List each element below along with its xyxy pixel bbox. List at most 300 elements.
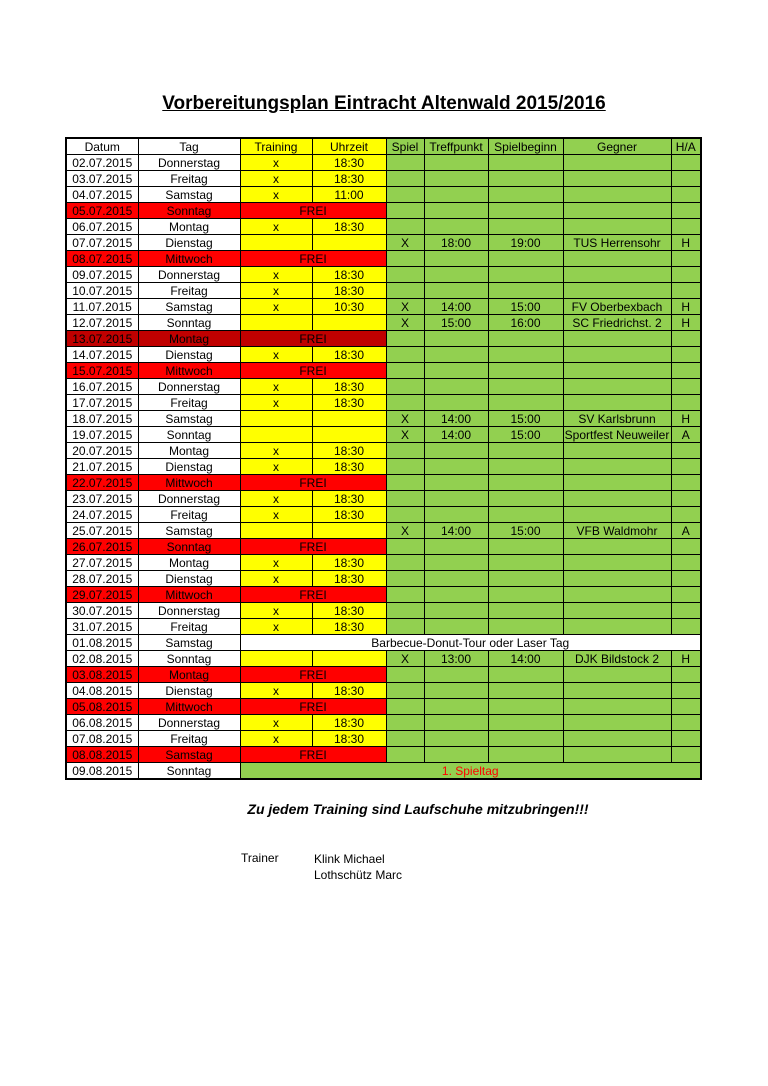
empty-cell [386, 539, 424, 555]
spielbeginn-cell [488, 683, 563, 699]
training-cell: x [240, 619, 312, 635]
date-cell: 16.07.2015 [66, 379, 138, 395]
spieltag-cell: 1. Spieltag [240, 763, 701, 780]
trainer-name: Lothschütz Marc [314, 868, 403, 882]
training-cell [240, 411, 312, 427]
empty-cell [386, 251, 424, 267]
table-row [66, 187, 701, 203]
time-cell: 10:30 [312, 299, 386, 315]
table-row [66, 699, 701, 715]
ha-cell [671, 187, 701, 203]
table-row [66, 443, 701, 459]
training-cell: x [240, 571, 312, 587]
page-title: Vorbereitungsplan Eintracht Altenwald 2015/2016 [162, 93, 606, 114]
time-cell: 18:30 [312, 171, 386, 187]
spielbeginn-cell [488, 347, 563, 363]
date-cell: 26.07.2015 [66, 539, 138, 555]
table-row [66, 283, 701, 299]
date-cell: 06.07.2015 [66, 219, 138, 235]
date-cell: 11.07.2015 [66, 299, 138, 315]
table-row [66, 619, 701, 635]
treffpunkt-cell [424, 395, 488, 411]
table-row [66, 683, 701, 699]
table-row [66, 155, 701, 171]
spielbeginn-cell [488, 267, 563, 283]
empty-cell [488, 699, 563, 715]
spiel-cell [386, 715, 424, 731]
training-cell [240, 235, 312, 251]
table-row [66, 491, 701, 507]
training-cell: x [240, 507, 312, 523]
empty-cell [671, 363, 701, 379]
training-cell: x [240, 219, 312, 235]
ha-cell [671, 219, 701, 235]
spielbeginn-cell [488, 379, 563, 395]
spielbeginn-cell [488, 395, 563, 411]
date-cell: 10.07.2015 [66, 283, 138, 299]
gegner-cell [563, 571, 671, 587]
spielbeginn-cell [488, 555, 563, 571]
gegner-cell [563, 619, 671, 635]
empty-cell [424, 475, 488, 491]
gegner-cell [563, 379, 671, 395]
spielbeginn-cell: 15:00 [488, 523, 563, 539]
spiel-cell [386, 491, 424, 507]
empty-cell [671, 251, 701, 267]
spielbeginn-cell [488, 171, 563, 187]
date-cell: 09.08.2015 [66, 763, 138, 780]
spiel-cell [386, 507, 424, 523]
gegner-cell: DJK Bildstock 2 [563, 651, 671, 667]
time-cell [312, 427, 386, 443]
gegner-cell [563, 443, 671, 459]
empty-cell [563, 203, 671, 219]
table-row [66, 203, 701, 219]
gegner-cell [563, 219, 671, 235]
empty-cell [424, 539, 488, 555]
treffpunkt-cell [424, 571, 488, 587]
training-cell: x [240, 299, 312, 315]
time-cell [312, 651, 386, 667]
gegner-cell [563, 187, 671, 203]
spiel-cell [386, 347, 424, 363]
table-row [66, 315, 701, 331]
spiel-cell: X [386, 427, 424, 443]
day-cell: Sonntag [138, 539, 240, 555]
table-row [66, 219, 701, 235]
table-row [66, 635, 701, 651]
empty-cell [671, 747, 701, 763]
gegner-cell [563, 507, 671, 523]
treffpunkt-cell [424, 715, 488, 731]
empty-cell [386, 331, 424, 347]
day-cell: Montag [138, 443, 240, 459]
treffpunkt-cell [424, 155, 488, 171]
spielbeginn-cell [488, 155, 563, 171]
training-cell: x [240, 459, 312, 475]
date-cell: 07.08.2015 [66, 731, 138, 747]
treffpunkt-cell [424, 219, 488, 235]
spiel-cell [386, 379, 424, 395]
header-ha: H/A [671, 138, 701, 155]
day-cell: Freitag [138, 619, 240, 635]
frei-cell: FREI [240, 747, 386, 763]
header-row [66, 138, 701, 155]
spielbeginn-cell: 19:00 [488, 235, 563, 251]
day-cell: Donnerstag [138, 715, 240, 731]
table-row [66, 347, 701, 363]
day-cell: Donnerstag [138, 267, 240, 283]
gegner-cell: SC Friedrichst. 2 [563, 315, 671, 331]
spielbeginn-cell [488, 715, 563, 731]
header-uhrzeit: Uhrzeit [312, 138, 386, 155]
date-cell: 04.08.2015 [66, 683, 138, 699]
empty-cell [424, 699, 488, 715]
spiel-cell [386, 619, 424, 635]
time-cell: 18:30 [312, 491, 386, 507]
training-note: Zu jedem Training sind Laufschuhe mitzubringen!!! [247, 801, 589, 817]
spielbeginn-cell [488, 619, 563, 635]
event-cell: Barbecue-Donut-Tour oder Laser Tag [240, 635, 701, 651]
treffpunkt-cell [424, 507, 488, 523]
day-cell: Mittwoch [138, 363, 240, 379]
spiel-cell: X [386, 235, 424, 251]
treffpunkt-cell: 13:00 [424, 651, 488, 667]
date-cell: 01.08.2015 [66, 635, 138, 651]
table-row [66, 475, 701, 491]
ha-cell [671, 171, 701, 187]
table-row [66, 747, 701, 763]
frei-cell: FREI [240, 699, 386, 715]
training-cell: x [240, 379, 312, 395]
treffpunkt-cell: 14:00 [424, 523, 488, 539]
empty-cell [563, 331, 671, 347]
spiel-cell: X [386, 523, 424, 539]
treffpunkt-cell [424, 603, 488, 619]
empty-cell [563, 475, 671, 491]
ha-cell [671, 459, 701, 475]
gegner-cell [563, 171, 671, 187]
gegner-cell [563, 603, 671, 619]
spielbeginn-cell [488, 219, 563, 235]
empty-cell [488, 539, 563, 555]
ha-cell [671, 267, 701, 283]
ha-cell: H [671, 299, 701, 315]
ha-cell: H [671, 651, 701, 667]
empty-cell [424, 587, 488, 603]
ha-cell [671, 443, 701, 459]
empty-cell [386, 699, 424, 715]
day-cell: Freitag [138, 507, 240, 523]
header-training: Training [240, 138, 312, 155]
gegner-cell [563, 555, 671, 571]
empty-cell [563, 699, 671, 715]
time-cell [312, 523, 386, 539]
time-cell: 11:00 [312, 187, 386, 203]
trainer-label: Trainer [241, 851, 279, 865]
treffpunkt-cell: 14:00 [424, 411, 488, 427]
empty-cell [671, 203, 701, 219]
gegner-cell: Sportfest Neuweiler [564, 427, 670, 442]
empty-cell [563, 539, 671, 555]
day-cell: Dienstag [138, 347, 240, 363]
day-cell: Mittwoch [138, 699, 240, 715]
schedule-body [66, 155, 701, 780]
ha-cell [671, 571, 701, 587]
spiel-cell: X [386, 651, 424, 667]
treffpunkt-cell [424, 267, 488, 283]
treffpunkt-cell [424, 683, 488, 699]
ha-cell: H [671, 411, 701, 427]
time-cell [312, 411, 386, 427]
frei-cell: FREI [240, 587, 386, 603]
table-row [66, 715, 701, 731]
date-cell: 14.07.2015 [66, 347, 138, 363]
spiel-cell [386, 571, 424, 587]
table-row [66, 395, 701, 411]
ha-cell [671, 603, 701, 619]
table-row [66, 459, 701, 475]
spielbeginn-cell [488, 443, 563, 459]
ha-cell: A [671, 523, 701, 539]
time-cell: 18:30 [312, 731, 386, 747]
treffpunkt-cell [424, 283, 488, 299]
spiel-cell [386, 731, 424, 747]
time-cell: 18:30 [312, 555, 386, 571]
day-cell: Freitag [138, 283, 240, 299]
day-cell: Freitag [138, 395, 240, 411]
treffpunkt-cell [424, 379, 488, 395]
time-cell [312, 235, 386, 251]
table-row [66, 555, 701, 571]
training-cell: x [240, 683, 312, 699]
table-row [66, 411, 701, 427]
day-cell: Dienstag [138, 459, 240, 475]
day-cell: Montag [138, 555, 240, 571]
spiel-cell [386, 283, 424, 299]
spiel-cell [386, 267, 424, 283]
training-cell: x [240, 171, 312, 187]
time-cell: 18:30 [312, 571, 386, 587]
date-cell: 21.07.2015 [66, 459, 138, 475]
ha-cell [671, 507, 701, 523]
treffpunkt-cell: 18:00 [424, 235, 488, 251]
date-cell: 24.07.2015 [66, 507, 138, 523]
table-row [66, 523, 701, 539]
spielbeginn-cell [488, 283, 563, 299]
ha-cell [671, 683, 701, 699]
ha-cell [671, 491, 701, 507]
treffpunkt-cell: 14:00 [424, 299, 488, 315]
spielbeginn-cell: 16:00 [488, 315, 563, 331]
spielbeginn-cell [488, 731, 563, 747]
frei-cell: FREI [240, 203, 386, 219]
day-cell: Dienstag [138, 683, 240, 699]
table-row [66, 171, 701, 187]
training-cell: x [240, 347, 312, 363]
spielbeginn-cell [488, 459, 563, 475]
day-cell: Donnerstag [138, 379, 240, 395]
time-cell: 18:30 [312, 379, 386, 395]
header-treffpunkt: Treffpunkt [424, 138, 488, 155]
empty-cell [424, 331, 488, 347]
time-cell: 18:30 [312, 395, 386, 411]
time-cell: 18:30 [312, 507, 386, 523]
schedule-table [65, 137, 702, 780]
treffpunkt-cell: 14:00 [424, 427, 488, 443]
spielbeginn-cell [488, 491, 563, 507]
day-cell: Samstag [138, 411, 240, 427]
empty-cell [671, 699, 701, 715]
gegner-cell: SV Karlsbrunn [563, 411, 671, 427]
ha-cell [671, 347, 701, 363]
empty-cell [386, 587, 424, 603]
empty-cell [488, 747, 563, 763]
empty-cell [671, 331, 701, 347]
empty-cell [563, 363, 671, 379]
training-cell [240, 315, 312, 331]
empty-cell [671, 667, 701, 683]
training-cell: x [240, 443, 312, 459]
day-cell: Donnerstag [138, 603, 240, 619]
date-cell: 08.07.2015 [66, 251, 138, 267]
day-cell: Dienstag [138, 571, 240, 587]
time-cell: 18:30 [312, 619, 386, 635]
date-cell: 18.07.2015 [66, 411, 138, 427]
date-cell: 31.07.2015 [66, 619, 138, 635]
date-cell: 04.07.2015 [66, 187, 138, 203]
header-gegner: Gegner [563, 138, 671, 155]
treffpunkt-cell [424, 731, 488, 747]
spielbeginn-cell: 14:00 [488, 651, 563, 667]
date-cell: 20.07.2015 [66, 443, 138, 459]
date-cell: 07.07.2015 [66, 235, 138, 251]
table-row [66, 571, 701, 587]
empty-cell [424, 747, 488, 763]
training-cell: x [240, 187, 312, 203]
day-cell: Sonntag [138, 427, 240, 443]
table-row [66, 427, 701, 443]
training-cell [240, 427, 312, 443]
empty-cell [488, 667, 563, 683]
table-row [66, 251, 701, 267]
day-cell: Mittwoch [138, 475, 240, 491]
table-row [66, 379, 701, 395]
gegner-cell [563, 267, 671, 283]
day-cell: Montag [138, 219, 240, 235]
time-cell: 18:30 [312, 683, 386, 699]
day-cell: Donnerstag [138, 155, 240, 171]
spiel-cell [386, 395, 424, 411]
gegner-cell [563, 459, 671, 475]
treffpunkt-cell [424, 619, 488, 635]
spielbeginn-cell: 15:00 [488, 411, 563, 427]
day-cell: Samstag [138, 187, 240, 203]
ha-cell [671, 395, 701, 411]
frei-cell: FREI [240, 667, 386, 683]
time-cell: 18:30 [312, 347, 386, 363]
spiel-cell [386, 219, 424, 235]
gegner-cell [563, 395, 671, 411]
date-cell: 30.07.2015 [66, 603, 138, 619]
time-cell: 18:30 [312, 283, 386, 299]
date-cell: 03.07.2015 [66, 171, 138, 187]
date-cell: 22.07.2015 [66, 475, 138, 491]
time-cell: 18:30 [312, 459, 386, 475]
table-row [66, 603, 701, 619]
date-cell: 13.07.2015 [66, 331, 138, 347]
spielbeginn-cell: 15:00 [488, 299, 563, 315]
spiel-cell [386, 171, 424, 187]
ha-cell [671, 283, 701, 299]
table-row [66, 267, 701, 283]
empty-cell [488, 203, 563, 219]
date-cell: 12.07.2015 [66, 315, 138, 331]
gegner-cell [563, 347, 671, 363]
empty-cell [424, 363, 488, 379]
table-row [66, 667, 701, 683]
spiel-cell [386, 555, 424, 571]
gegner-cell: VFB Waldmohr [563, 523, 671, 539]
day-cell: Freitag [138, 171, 240, 187]
header-spielbeginn: Spielbeginn [488, 138, 563, 155]
gegner-cell [563, 731, 671, 747]
treffpunkt-cell [424, 443, 488, 459]
gegner-cell [563, 491, 671, 507]
ha-cell: H [671, 235, 701, 251]
day-cell: Mittwoch [138, 251, 240, 267]
day-cell: Samstag [138, 523, 240, 539]
spielbeginn-cell [488, 507, 563, 523]
time-cell: 18:30 [312, 443, 386, 459]
date-cell: 05.07.2015 [66, 203, 138, 219]
day-cell: Sonntag [138, 763, 240, 780]
time-cell [312, 315, 386, 331]
time-cell: 18:30 [312, 603, 386, 619]
empty-cell [671, 587, 701, 603]
training-cell: x [240, 715, 312, 731]
training-cell [240, 523, 312, 539]
empty-cell [563, 667, 671, 683]
training-cell: x [240, 267, 312, 283]
empty-cell [386, 667, 424, 683]
spiel-cell [386, 603, 424, 619]
training-cell: x [240, 603, 312, 619]
date-cell: 19.07.2015 [66, 427, 138, 443]
table-row [66, 731, 701, 747]
training-cell: x [240, 283, 312, 299]
table-row [66, 299, 701, 315]
training-cell: x [240, 491, 312, 507]
time-cell: 18:30 [312, 155, 386, 171]
treffpunkt-cell [424, 171, 488, 187]
empty-cell [563, 251, 671, 267]
empty-cell [386, 203, 424, 219]
empty-cell [386, 363, 424, 379]
treffpunkt-cell [424, 347, 488, 363]
table-row [66, 539, 701, 555]
frei-cell: FREI [240, 475, 386, 491]
day-cell: Montag [138, 331, 240, 347]
date-cell: 02.08.2015 [66, 651, 138, 667]
trainer-name: Klink Michael [314, 852, 385, 866]
empty-cell [488, 251, 563, 267]
empty-cell [563, 747, 671, 763]
day-cell: Samstag [138, 299, 240, 315]
date-cell: 03.08.2015 [66, 667, 138, 683]
empty-cell [488, 331, 563, 347]
date-cell: 05.08.2015 [66, 699, 138, 715]
